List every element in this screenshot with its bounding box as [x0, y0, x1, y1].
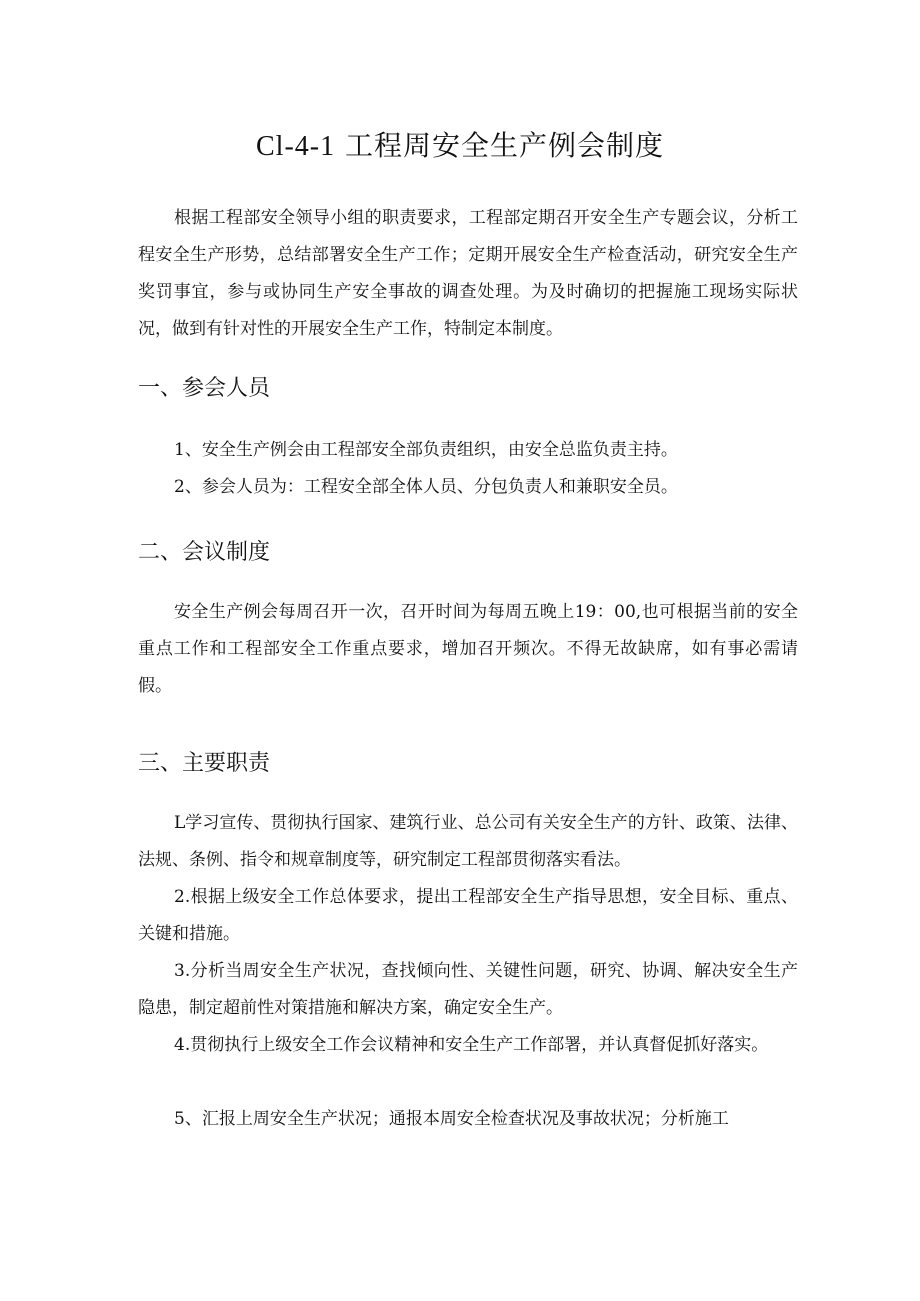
section-heading-meeting-rules: 二、会议制度 — [138, 540, 271, 565]
duties-item-5: 5、汇报上周安全生产状况；通报本周安全检查状况及事故状况；分析施工 — [174, 1109, 729, 1129]
meeting-rules-paragraph: 安全生产例会每周召开一次，召开时间为每周五晚上19：00,也可根据当前的安全重点工作和工程部安全工作重点要求，增加召开频次。不得无故缺席，如有事必需请假。 — [138, 602, 798, 696]
attendees-item-2: 2、参会人员为：工程安全部全体人员、分包负责人和兼职安全员。 — [174, 477, 678, 497]
duties-item-2: 2.根据上级安全工作总体要求，提出工程部安全生产指导思想，安全目标、重点、关键和措施。 — [138, 887, 798, 944]
section-heading-duties: 三、主要职责 — [138, 751, 271, 776]
duties-item-3: 3.分析当周安全生产状况，查找倾向性、关键性问题，研究、协调、解决安全生产隐患，制定超前性对策措施和解决方案，确定安全生产。 — [138, 961, 798, 1018]
duties-item-4: 4.贯彻执行上级安全工作会议精神和安全生产工作部署，并认真督促抓好落实。 — [174, 1035, 769, 1055]
attendees-item-1: 1、安全生产例会由工程部安全部负责组织，由安全总监负责主持。 — [174, 440, 678, 460]
duties-item-1: L学习宣传、贯彻执行国家、建筑行业、总公司有关安全生产的方针、政策、法律、法规、条例、指令和规章制度等，研究制定工程部贯彻落实看法。 — [138, 813, 798, 870]
intro-paragraph: 根据工程部安全领导小组的职责要求，工程部定期召开安全生产专题会议，分析工程安全生产形势，总结部署安全生产工作；定期开展安全生产检查活动，研究安全生产奖罚事宜，参与或协同生产安全事故的调查处理。为及时确切的把握施工现场实际状况，做到有针对性的开展安全生产工作，特制定本制度。 — [138, 208, 798, 339]
title-text: 工程周安全生产例会制度 — [345, 129, 665, 162]
title-code: Cl-4-1 — [255, 131, 336, 162]
document-title — [0, 124, 920, 169]
section-heading-attendees: 一、参会人员 — [138, 376, 271, 401]
